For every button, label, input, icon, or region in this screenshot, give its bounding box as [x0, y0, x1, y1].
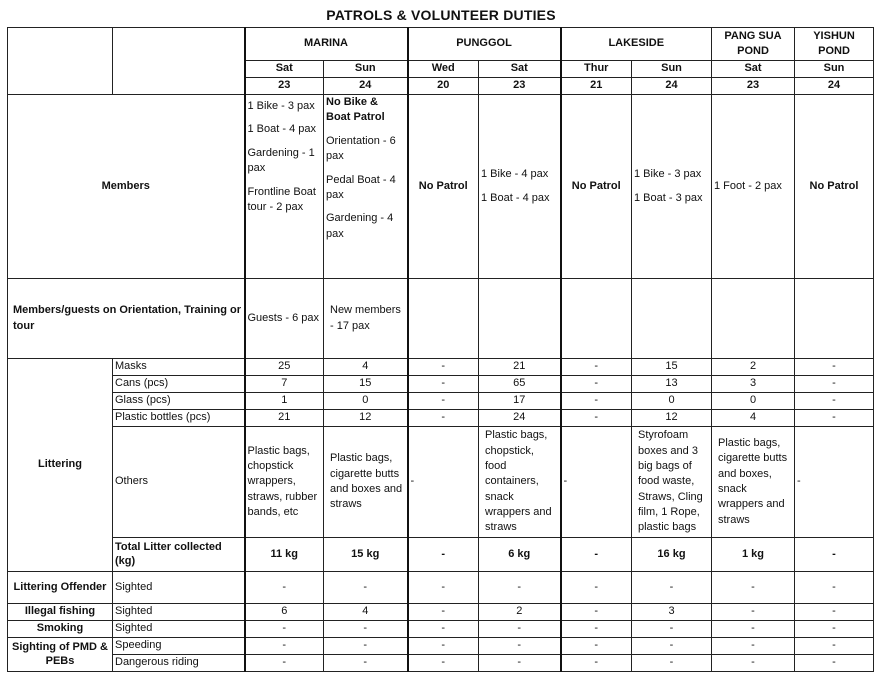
pmd-value: - — [324, 655, 408, 672]
pmd-value: - — [561, 638, 632, 655]
pmd-value: - — [408, 655, 479, 672]
pmd-value: - — [632, 638, 712, 655]
pmd-value: - — [712, 655, 795, 672]
offender-value: - — [479, 572, 561, 604]
littering-value: 0 — [712, 393, 795, 410]
fishing-value: 4 — [324, 604, 408, 621]
date-label: 24 — [632, 78, 712, 95]
orientation-marina-sat: Guests - 6 pax — [245, 279, 324, 359]
fishing-sub: Sighted — [113, 604, 245, 621]
littering-row — [8, 410, 874, 427]
smoking-value: - — [408, 621, 479, 638]
day-label: Sat — [712, 61, 795, 78]
littering-row — [8, 376, 874, 393]
others-description: Plastic bags, chopstick, food containers, snack wrappers and straws — [479, 427, 561, 538]
pmd-value: - — [632, 655, 712, 672]
pmd-value: - — [479, 638, 561, 655]
littering-value: - — [561, 376, 632, 393]
littering-value: - — [408, 359, 479, 376]
pmd-value: - — [795, 638, 874, 655]
total-value: 1 kg — [712, 538, 795, 572]
pmd-value: - — [408, 638, 479, 655]
day-label: Sun — [324, 61, 408, 78]
member-entry: 1 Boat - 4 pax — [481, 191, 550, 204]
littering-value: - — [408, 410, 479, 427]
littering-value: 12 — [632, 410, 712, 427]
member-entry: 1 Boat - 4 pax — [247, 123, 316, 136]
empty-cell — [632, 279, 712, 359]
littering-item-name: Glass (pcs) — [113, 393, 245, 410]
total-value: - — [795, 538, 874, 572]
header-locations-row — [8, 28, 874, 61]
date-label: 23 — [712, 78, 795, 95]
littering-value: - — [408, 376, 479, 393]
littering-total-row — [8, 538, 874, 572]
day-label: Sat — [479, 61, 561, 78]
empty-cell — [795, 279, 874, 359]
member-entry-bold: No Bike & Boat Patrol — [326, 96, 385, 124]
offender-value: - — [561, 572, 632, 604]
littering-row — [8, 393, 874, 410]
member-entry: 1 Bike - 3 pax — [247, 100, 315, 112]
smoking-value: - — [795, 621, 874, 638]
pmd-row — [8, 638, 874, 655]
total-value: 11 kg — [245, 538, 324, 572]
members-marina-sun — [324, 95, 408, 279]
member-entry: Frontline Boat tour - 2 pax — [247, 185, 316, 213]
littering-others-row — [8, 427, 874, 538]
pmd-value: - — [712, 638, 795, 655]
littering-value: - — [408, 393, 479, 410]
location-pang-sua-pond: PANG SUA POND — [712, 28, 795, 61]
duties-table — [7, 27, 874, 672]
location-yishun-pond: YISHUN POND — [795, 28, 874, 61]
orientation-row — [8, 279, 874, 359]
pmd-value: - — [561, 655, 632, 672]
total-value: - — [561, 538, 632, 572]
pmd-value: - — [795, 655, 874, 672]
date-label: 24 — [795, 78, 874, 95]
offender-value: - — [408, 572, 479, 604]
littering-value: - — [795, 410, 874, 427]
littering-value: - — [561, 410, 632, 427]
others-description: - — [561, 427, 632, 538]
fishing-label: Illegal fishing — [8, 604, 113, 621]
littering-value: 15 — [324, 376, 408, 393]
pmd-value: - — [479, 655, 561, 672]
fishing-value: 6 — [245, 604, 324, 621]
littering-value: - — [795, 376, 874, 393]
day-label: Wed — [408, 61, 479, 78]
fishing-value: - — [712, 604, 795, 621]
smoking-value: - — [479, 621, 561, 638]
littering-value: 24 — [479, 410, 561, 427]
members-pangsua-sat: 1 Foot - 2 pax — [712, 95, 795, 279]
member-entry: 1 Bike - 3 pax — [634, 168, 702, 181]
smoking-value: - — [632, 621, 712, 638]
offender-value: - — [324, 572, 408, 604]
members-punggol-sat — [479, 95, 561, 279]
smoking-value: - — [712, 621, 795, 638]
members-lakeside-thur: No Patrol — [561, 95, 632, 279]
littering-value: - — [795, 359, 874, 376]
littering-item-name: Masks — [113, 359, 245, 376]
member-entry: Orientation - 6 pax — [326, 134, 396, 163]
total-value: - — [408, 538, 479, 572]
members-lakeside-sun — [632, 95, 712, 279]
littering-item-name: Plastic bottles (pcs) — [113, 410, 245, 427]
littering-total-label: Total Litter collected (kg) — [113, 538, 245, 572]
date-label: 24 — [324, 78, 408, 95]
members-yishun-sun: No Patrol — [795, 95, 874, 279]
pmd-label: Sighting of PMD & PEBs — [8, 638, 113, 672]
total-value: 16 kg — [632, 538, 712, 572]
smoking-value: - — [245, 621, 324, 638]
orientation-label: Members/guests on Orientation, Training or tour — [8, 279, 245, 359]
littering-value: 2 — [712, 359, 795, 376]
empty-cell — [561, 279, 632, 359]
others-description: Styrofoam boxes and 3 big bags of food waste, Straws, Cling film, 1 Rope, plastic bags — [632, 427, 712, 538]
members-row — [8, 95, 874, 279]
littering-value: 15 — [632, 359, 712, 376]
smoking-row — [8, 621, 874, 638]
pmd-row — [8, 655, 874, 672]
empty-cell — [479, 279, 561, 359]
day-label: Thur — [561, 61, 632, 78]
smoking-sub: Sighted — [113, 621, 245, 638]
littering-value: 0 — [324, 393, 408, 410]
member-entry: 1 Boat - 3 pax — [634, 191, 703, 204]
date-label: 20 — [408, 78, 479, 95]
page-title: PATROLS & VOLUNTEER DUTIES — [326, 7, 556, 23]
littering-row — [8, 359, 874, 376]
members-marina-sat — [245, 95, 324, 279]
orientation-marina-sun: New members - 17 pax — [324, 279, 408, 359]
members-label: Members — [8, 95, 245, 279]
pmd-value: - — [324, 638, 408, 655]
littering-value: 13 — [632, 376, 712, 393]
others-description: Plastic bags, cigarette butts and boxes, snack wrappers and straws — [712, 427, 795, 538]
day-label: Sun — [632, 61, 712, 78]
others-description: - — [408, 427, 479, 538]
littering-value: 12 — [324, 410, 408, 427]
member-entry: Gardening - 1 pax — [247, 146, 315, 175]
offender-label: Littering Offender — [8, 572, 113, 604]
littering-value: 1 — [245, 393, 324, 410]
others-description: Plastic bags, cigarette butts and boxes and straws — [324, 427, 408, 538]
location-lakeside: LAKESIDE — [561, 28, 712, 61]
total-value: 15 kg — [324, 538, 408, 572]
member-entry: Pedal Boat - 4 pax — [326, 173, 396, 201]
littering-value: 17 — [479, 393, 561, 410]
fishing-value: - — [561, 604, 632, 621]
pmd-sub: Dangerous riding — [113, 655, 245, 672]
others-description: - — [795, 427, 874, 538]
littering-value: - — [561, 359, 632, 376]
location-marina: MARINA — [245, 28, 408, 61]
littering-value: 21 — [245, 410, 324, 427]
littering-others-label: Others — [113, 427, 245, 538]
others-description: Plastic bags, chopstick wrappers, straws, rubber bands, etc — [245, 427, 324, 538]
fishing-value: 3 — [632, 604, 712, 621]
member-entry: Gardening - 4 pax — [326, 212, 394, 240]
littering-item-name: Cans (pcs) — [113, 376, 245, 393]
littering-value: 3 — [712, 376, 795, 393]
day-label: Sat — [245, 61, 324, 78]
littering-label: Littering — [8, 359, 113, 572]
location-punggol: PUNGGOL — [408, 28, 561, 61]
littering-value: 4 — [712, 410, 795, 427]
littering-value: 7 — [245, 376, 324, 393]
offender-sub: Sighted — [113, 572, 245, 604]
littering-value: - — [561, 393, 632, 410]
littering-value: - — [795, 393, 874, 410]
smoking-value: - — [561, 621, 632, 638]
littering-value: 21 — [479, 359, 561, 376]
date-label: 21 — [561, 78, 632, 95]
littering-value: 25 — [245, 359, 324, 376]
empty-cell — [712, 279, 795, 359]
fishing-value: - — [408, 604, 479, 621]
offender-row — [8, 572, 874, 604]
littering-value: 4 — [324, 359, 408, 376]
offender-value: - — [712, 572, 795, 604]
header-blank-1 — [8, 28, 113, 95]
day-label: Sun — [795, 61, 874, 78]
pmd-value: - — [245, 655, 324, 672]
smoking-label: Smoking — [8, 621, 113, 638]
date-label: 23 — [245, 78, 324, 95]
pmd-sub: Speeding — [113, 638, 245, 655]
fishing-value: - — [795, 604, 874, 621]
offender-value: - — [632, 572, 712, 604]
pmd-value: - — [245, 638, 324, 655]
offender-value: - — [795, 572, 874, 604]
member-entry: 1 Bike - 4 pax — [481, 168, 549, 181]
littering-value: 0 — [632, 393, 712, 410]
smoking-value: - — [324, 621, 408, 638]
fishing-row — [8, 604, 874, 621]
date-label: 23 — [479, 78, 561, 95]
fishing-value: 2 — [479, 604, 561, 621]
header-blank-2 — [113, 28, 245, 95]
members-punggol-wed: No Patrol — [408, 95, 479, 279]
offender-value: - — [245, 572, 324, 604]
total-value: 6 kg — [479, 538, 561, 572]
empty-cell — [408, 279, 479, 359]
littering-value: 65 — [479, 376, 561, 393]
